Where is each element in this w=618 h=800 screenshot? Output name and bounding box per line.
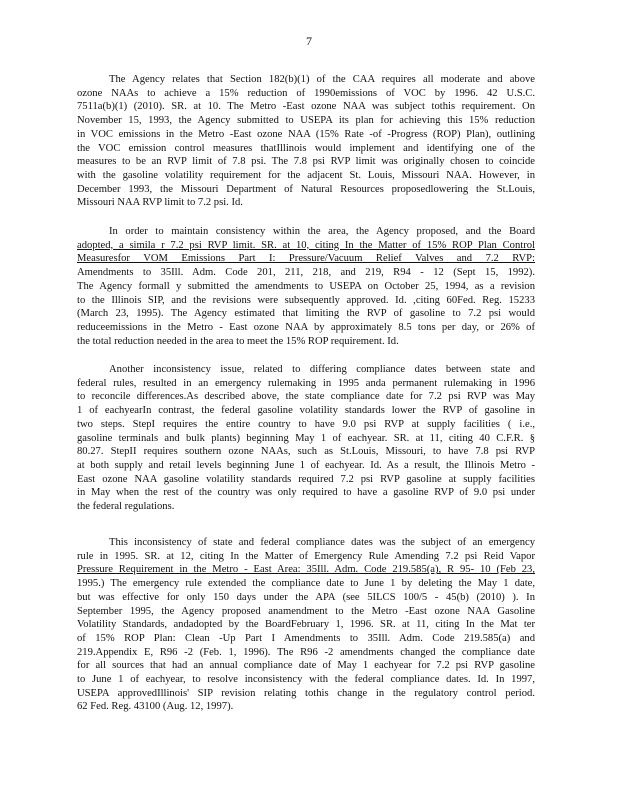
text-line: ozone NAAs to achieve a 15% reduction of 1990emissions of VOC by 1996. 42 U.S.C. bbox=[77, 87, 535, 99]
text-line: 80.27. StepII requires southern ozone NAAs, such as St.Louis, Missouri, to have 7.8 psi RVP bbox=[77, 446, 535, 458]
text-line: the federal regulations. bbox=[77, 501, 175, 513]
paragraph-4 bbox=[77, 536, 535, 714]
text-line: (March 23, 1995). The Agency estimated that limiting the RVP of gasoline to 7.2 psi would bbox=[77, 308, 535, 320]
text-line: for all sources that had an annual compliance date of May 1 eachyear for 7.2 psi RVP gasoline bbox=[77, 660, 535, 672]
text-line: USEPA approvedIllinois' SIP revision relating tothis change in the regulatory control period. bbox=[77, 687, 535, 699]
text-line: with the gasoline volatility requirement for the adjacent St. Louis, Missouri NAA. However, in bbox=[77, 169, 535, 181]
page-number: 7 bbox=[306, 34, 312, 48]
text-line: at both supply and retail levels beginning June 1 of eachyear. Id. As a result, the Illinois Metro - bbox=[77, 459, 535, 471]
text-line: The Agency formall y submitted the amendments to USEPA on October 25, 1994, as a revision bbox=[77, 280, 535, 292]
text-line: Measuresfor VOM Emissions Part I: Pressure/Vacuum Relief Valves and 7.2 RVP: bbox=[77, 253, 535, 265]
text-line: to the Illinois SIP, and the revisions were subsequently approved. Id. ,citing 60Fed. Reg. 15233 bbox=[77, 294, 535, 306]
text-line: 7511a(b)(1) (2010). SR. at 10. The Metro -East ozone NAA was subject tothis requirement. On bbox=[77, 101, 535, 113]
text-line: September 1995, the Agency proposed anamendment to the Metro -East ozone NAA Gasoline bbox=[77, 605, 535, 617]
text-line: to reconcile differences.As described above, the state compliance date for 7.2 psi RVP was May bbox=[77, 391, 535, 403]
text-line: in May when the rest of the country was only required to have a gasoline RVP of 9.0 psi under bbox=[77, 487, 535, 499]
text-line: Amendments to 35Ill. Adm. Code 201, 211, 218, and 219, R94 - 12 (Sept 15, 1992). bbox=[77, 267, 535, 279]
text-line: 62 Fed. Reg. 43100 (Aug. 12, 1997). bbox=[77, 701, 234, 713]
text-line: adopted, a simila r 7.2 psi RVP limit. SR. at 10, citing In the Matter of 15% ROP Plan Control bbox=[77, 239, 535, 251]
text-line: East ozone NAA gasoline volatility standards required 7.2 psi RVP gasoline at supply facilities bbox=[77, 473, 535, 485]
text-line: 219.Appendix E, R96 -2 (Feb. 1, 1996). The R96 -2 amendments changed the compliance date bbox=[77, 646, 535, 658]
text-line: the VOC emission control measures thatIllinois would implement and identifying one of the bbox=[77, 142, 535, 154]
text-line: in VOC emissions in the Metro -East ozone NAA (15% Rate -of -Progress (ROP) Plan), outlining bbox=[77, 128, 535, 140]
text-line: This inconsistency of state and federal compliance dates was the subject of an emergency bbox=[109, 537, 535, 548]
text-line: of 15% ROP Plan: Clean -Up Part I Amendments to 35Ill. Adm. Code 219.585(a) and bbox=[77, 632, 535, 644]
text-line: Volatility Standards, andadopted by the BoardFebruary 1, 1996. SR. at 11, citing In the Mat ter bbox=[77, 619, 535, 631]
text-line: December 1993, the Missouri Department of Natural Resources proposedlowering the St.Louis, bbox=[77, 183, 535, 195]
paragraph-3 bbox=[77, 363, 535, 514]
text-line: Pressure Requirement in the Metro - East Area: 35Ill. Adm. Code 219.585(a), R 95- 10 (Feb 23, bbox=[77, 564, 535, 576]
text-line: measures to be an RVP limit of 7.8 psi. The 7.8 psi RVP limit was originally chosen to coincide bbox=[77, 156, 535, 168]
text-line: to June 1 of eachyear, to resolve inconsistency with the federal compliance dates. Id. In 1997, bbox=[77, 674, 535, 686]
text-line: the total reduction needed in the area to meet the 15% ROP requirement. Id. bbox=[77, 335, 399, 347]
text-line: rule in 1995. SR. at 12, citing In the Matter of Emergency Rule Amending 7.2 psi Reid Vapor bbox=[77, 550, 535, 562]
text-line: 1995.) The emergency rule extended the compliance date to June 1 by deleting the May 1 date, bbox=[77, 578, 535, 590]
text-line: gasoline terminals and bulk plants) beginning May 1 of eachyear. SR. at 11, citing 40 C.F.R. § bbox=[77, 432, 535, 444]
text-line: In order to maintain consistency within the area, the Agency proposed, and the Board bbox=[109, 226, 535, 237]
paragraph-1 bbox=[77, 73, 535, 210]
text-line: reduceemissions in the Metro - East ozone NAA by approximately 8.5 tons per day, or 26% of bbox=[77, 321, 535, 333]
text-line: 1 of eachyearIn contrast, the federal gasoline volatility standards lower the RVP of gasoline in bbox=[77, 405, 535, 417]
text-line: two steps. StepI requires the entire country to have 9.0 psi RVP at supply facilities ( i.e., bbox=[77, 418, 535, 430]
text-line: November 15, 1993, the Agency submitted to USEPA its plan for achieving this 15% reduction bbox=[77, 115, 535, 127]
paragraph-2 bbox=[77, 225, 535, 348]
text-line: Another inconsistency issue, related to differing compliance dates between state and bbox=[109, 364, 535, 375]
text-line: federal rules, resulted in an emergency rulemaking in 1995 anda permanent rulemaking in 1996 bbox=[77, 377, 535, 389]
text-line: Missouri NAA RVP limit to 7.2 psi. Id. bbox=[77, 197, 243, 209]
text-line: but was effective for only 150 days under the APA (see 5ILCS 100/5 - 45(b) (2010) ). In bbox=[77, 591, 535, 603]
text-line: The Agency relates that Section 182(b)(1) of the CAA requires all moderate and above bbox=[109, 74, 535, 85]
